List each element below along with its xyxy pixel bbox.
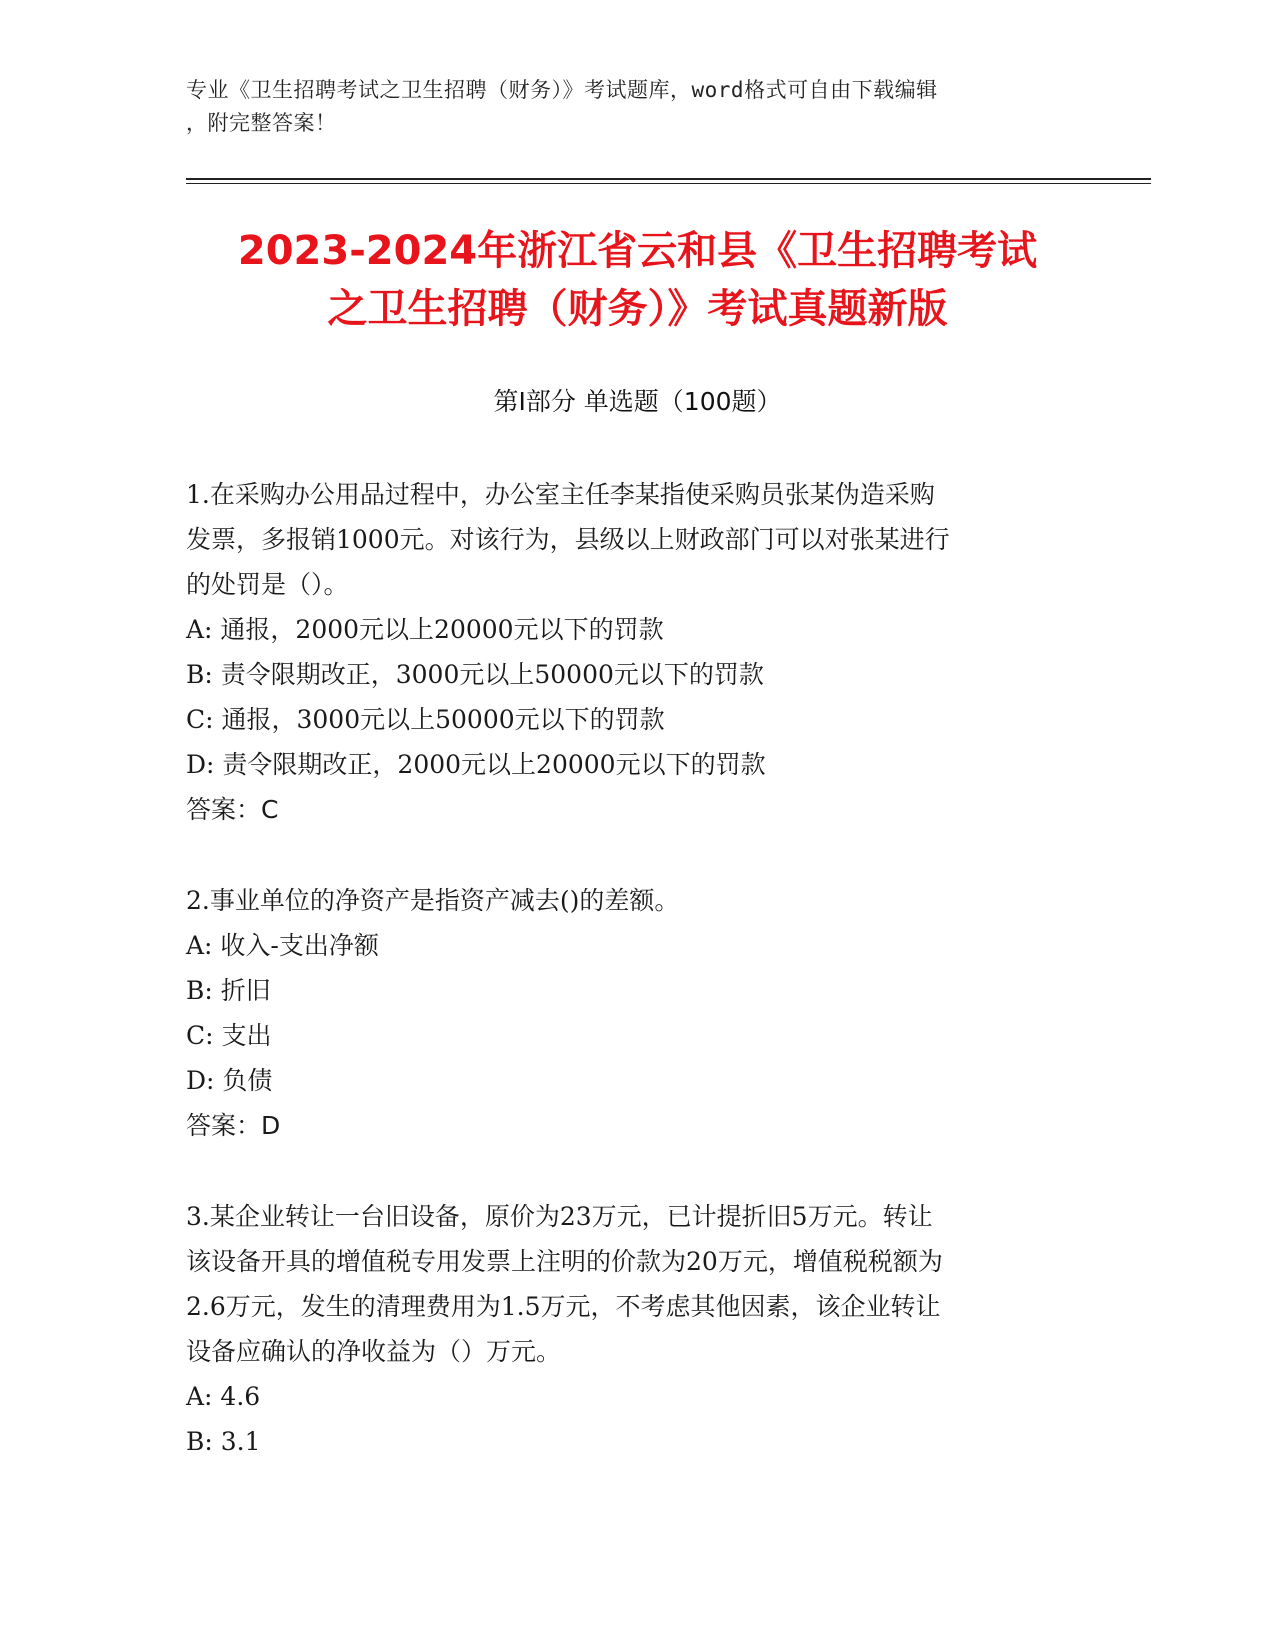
header-note-line-2: ，附完整答案！ <box>186 111 337 135</box>
document-title <box>150 222 1125 338</box>
question-2 <box>186 878 1086 1148</box>
section-title: 第Ⅰ部分 单选题（100题） <box>493 387 782 416</box>
option-a: A: 通报，2000元以上20000元以下的罚款 <box>186 615 664 644</box>
option-a: A: 4.6 <box>186 1382 261 1411</box>
option-c: C: 支出 <box>186 1021 272 1050</box>
option-b: B: 折旧 <box>186 976 271 1005</box>
header-note <box>186 74 1086 140</box>
option-d: D: 责令限期改正，2000元以上20000元以下的罚款 <box>186 750 766 779</box>
option-a: A: 收入-支出净额 <box>186 931 379 960</box>
question-stem-line: 2.6万元，发生的清理费用为1.5万元，不考虑其他因素，该企业转让 <box>186 1292 941 1321</box>
answer: 答案：D <box>186 1111 281 1140</box>
question-stem-line: 1.在采购办公用品过程中，办公室主任李某指使采购员张某伪造采购 <box>186 480 935 509</box>
document-title-line-1: 2023-2024年浙江省云和县《卫生招聘考试 <box>237 228 1038 274</box>
option-b: B: 责令限期改正，3000元以上50000元以下的罚款 <box>186 660 764 689</box>
question-stem-line: 该设备开具的增值税专用发票上注明的价款为20万元，增值税税额为 <box>186 1247 943 1276</box>
question-stem-line: 发票，多报销1000元。对该行为，县级以上财政部门可以对张某进行 <box>186 525 950 554</box>
header-rule-thick <box>186 178 1151 180</box>
question-stem-line: 2.事业单位的净资产是指资产减去()的差额。 <box>186 886 680 915</box>
question-3 <box>186 1194 1086 1464</box>
question-stem-line: 的处罚是（）。 <box>186 570 349 599</box>
header-rule-thin <box>186 183 1151 184</box>
header-note-line-1: 专业《卫生招聘考试之卫生招聘（财务）》考试题库，word格式可自由下载编辑 <box>186 78 938 102</box>
question-1 <box>186 472 1086 832</box>
option-c: C: 通报，3000元以上50000元以下的罚款 <box>186 705 665 734</box>
question-stem-line: 设备应确认的净收益为（）万元。 <box>186 1337 562 1366</box>
answer: 答案：C <box>186 795 279 824</box>
option-b: B: 3.1 <box>186 1427 261 1456</box>
question-stem-line: 3.某企业转让一台旧设备，原价为23万元，已计提折旧5万元。转让 <box>186 1202 933 1231</box>
document-title-line-2: 之卫生招聘（财务）》考试真题新版 <box>327 286 948 332</box>
option-d: D: 负债 <box>186 1066 273 1095</box>
